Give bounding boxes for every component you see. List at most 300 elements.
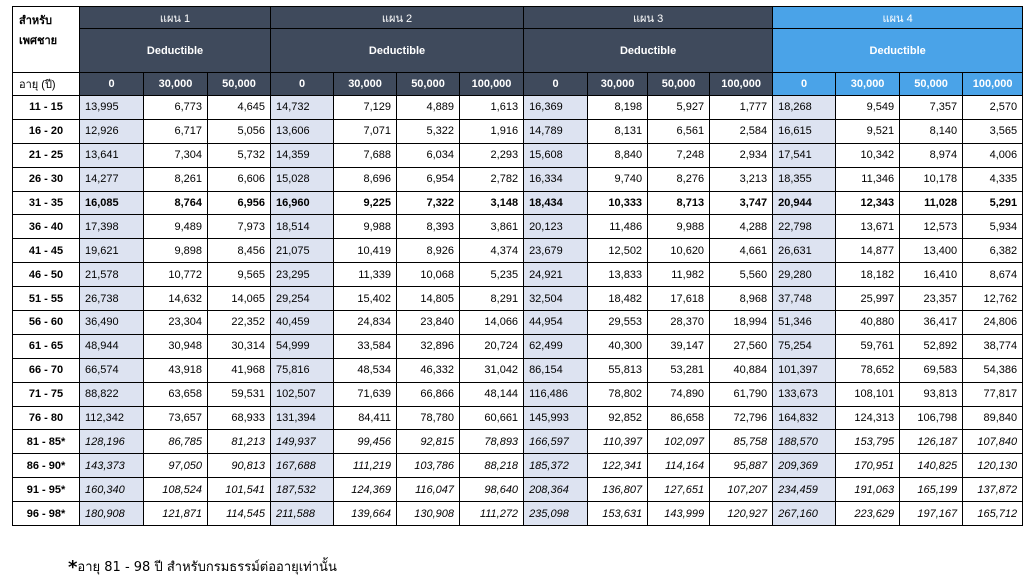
premium-cell: 26,738 xyxy=(80,287,144,311)
deductible-header-2: Deductible xyxy=(271,29,524,73)
premium-cell: 85,758 xyxy=(710,430,773,454)
premium-cell: 66,574 xyxy=(80,358,144,382)
premium-cell: 71,639 xyxy=(334,382,397,406)
premium-cell: 101,541 xyxy=(208,478,271,502)
premium-cell: 14,066 xyxy=(460,311,524,335)
amount-header: 30,000 xyxy=(588,73,648,96)
premium-cell: 139,664 xyxy=(334,502,397,526)
premium-cell: 41,968 xyxy=(208,358,271,382)
premium-cell: 78,652 xyxy=(836,358,900,382)
amount-header: 100,000 xyxy=(460,73,524,96)
age-range-cell: 31 - 35 xyxy=(13,191,80,215)
premium-cell: 92,815 xyxy=(397,430,460,454)
premium-cell: 14,359 xyxy=(271,143,334,167)
footnote-star: * xyxy=(68,557,78,578)
premium-cell: 17,618 xyxy=(648,287,710,311)
premium-cell: 89,840 xyxy=(963,406,1023,430)
premium-cell: 40,880 xyxy=(836,311,900,335)
premium-cell: 102,507 xyxy=(271,382,334,406)
premium-cell: 111,272 xyxy=(460,502,524,526)
premium-cell: 2,782 xyxy=(460,167,524,191)
premium-cell: 18,994 xyxy=(710,311,773,335)
premium-cell: 3,565 xyxy=(963,119,1023,143)
premium-cell: 9,740 xyxy=(588,167,648,191)
premium-cell: 267,160 xyxy=(773,502,836,526)
premium-cell: 63,658 xyxy=(144,382,208,406)
premium-cell: 11,486 xyxy=(588,215,648,239)
footnote xyxy=(68,556,337,578)
premium-cell: 8,261 xyxy=(144,167,208,191)
premium-cell: 8,713 xyxy=(648,191,710,215)
premium-cell: 11,982 xyxy=(648,263,710,287)
premium-cell: 10,068 xyxy=(397,263,460,287)
premium-cell: 26,631 xyxy=(773,239,836,263)
premium-cell: 3,861 xyxy=(460,215,524,239)
age-range-cell: 66 - 70 xyxy=(13,358,80,382)
premium-cell: 188,570 xyxy=(773,430,836,454)
premium-cell: 153,631 xyxy=(588,502,648,526)
premium-cell: 137,872 xyxy=(963,478,1023,502)
premium-cell: 44,954 xyxy=(524,311,588,335)
premium-cell: 3,747 xyxy=(710,191,773,215)
premium-cell: 78,780 xyxy=(397,406,460,430)
premium-cell: 18,514 xyxy=(271,215,334,239)
premium-cell: 13,641 xyxy=(80,143,144,167)
premium-cell: 18,434 xyxy=(524,191,588,215)
premium-cell: 13,400 xyxy=(900,239,963,263)
premium-cell: 120,927 xyxy=(710,502,773,526)
premium-cell: 7,688 xyxy=(334,143,397,167)
table-row xyxy=(13,167,1023,191)
premium-cell: 8,140 xyxy=(900,119,963,143)
premium-cell: 108,101 xyxy=(836,382,900,406)
premium-cell: 6,561 xyxy=(648,119,710,143)
premium-cell: 15,402 xyxy=(334,287,397,311)
amount-header: 50,000 xyxy=(648,73,710,96)
premium-cell: 149,937 xyxy=(271,430,334,454)
premium-cell: 17,541 xyxy=(773,143,836,167)
premium-cell: 25,997 xyxy=(836,287,900,311)
premium-cell: 95,887 xyxy=(710,454,773,478)
premium-cell: 99,456 xyxy=(334,430,397,454)
premium-cell: 127,651 xyxy=(648,478,710,502)
premium-cell: 2,584 xyxy=(710,119,773,143)
premium-cell: 40,884 xyxy=(710,358,773,382)
age-range-cell: 51 - 55 xyxy=(13,287,80,311)
premium-cell: 6,606 xyxy=(208,167,271,191)
premium-cell: 191,063 xyxy=(836,478,900,502)
premium-cell: 10,772 xyxy=(144,263,208,287)
amount-header: 30,000 xyxy=(144,73,208,96)
premium-cell: 12,573 xyxy=(900,215,963,239)
premium-cell: 7,129 xyxy=(334,96,397,120)
premium-cell: 62,499 xyxy=(524,334,588,358)
age-range-cell: 26 - 30 xyxy=(13,167,80,191)
premium-cell: 3,213 xyxy=(710,167,773,191)
table-row xyxy=(13,191,1023,215)
premium-cell: 32,504 xyxy=(524,287,588,311)
premium-cell: 10,620 xyxy=(648,239,710,263)
premium-cell: 97,050 xyxy=(144,454,208,478)
premium-cell: 11,028 xyxy=(900,191,963,215)
premium-cell: 5,056 xyxy=(208,119,271,143)
premium-cell: 7,973 xyxy=(208,215,271,239)
premium-cell: 54,999 xyxy=(271,334,334,358)
table-row xyxy=(13,478,1023,502)
premium-cell: 86,785 xyxy=(144,430,208,454)
premium-cell: 86,658 xyxy=(648,406,710,430)
deductible-header-1: Deductible xyxy=(80,29,271,73)
amount-header: 30,000 xyxy=(836,73,900,96)
premium-cell: 9,988 xyxy=(648,215,710,239)
premium-cell: 2,934 xyxy=(710,143,773,167)
premium-cell: 17,398 xyxy=(80,215,144,239)
premium-cell: 5,291 xyxy=(963,191,1023,215)
premium-cell: 23,304 xyxy=(144,311,208,335)
premium-cell: 9,549 xyxy=(836,96,900,120)
premium-cell: 106,798 xyxy=(900,406,963,430)
premium-cell: 10,342 xyxy=(836,143,900,167)
premium-cell: 124,313 xyxy=(836,406,900,430)
table-row xyxy=(13,96,1023,120)
premium-cell: 12,926 xyxy=(80,119,144,143)
table-row xyxy=(13,215,1023,239)
premium-table-body xyxy=(13,96,1023,526)
premium-cell: 93,813 xyxy=(900,382,963,406)
amount-header: 50,000 xyxy=(208,73,271,96)
premium-cell: 20,944 xyxy=(773,191,836,215)
premium-cell: 4,335 xyxy=(963,167,1023,191)
premium-cell: 235,098 xyxy=(524,502,588,526)
premium-cell: 14,277 xyxy=(80,167,144,191)
premium-cell: 8,393 xyxy=(397,215,460,239)
age-range-cell: 16 - 20 xyxy=(13,119,80,143)
deductible-header-4: Deductible xyxy=(773,29,1023,73)
age-range-cell: 96 - 98* xyxy=(13,502,80,526)
premium-cell: 77,817 xyxy=(963,382,1023,406)
premium-cell: 28,370 xyxy=(648,311,710,335)
premium-cell: 4,889 xyxy=(397,96,460,120)
premium-cell: 24,806 xyxy=(963,311,1023,335)
premium-cell: 116,047 xyxy=(397,478,460,502)
premium-cell: 6,773 xyxy=(144,96,208,120)
premium-cell: 7,322 xyxy=(397,191,460,215)
premium-cell: 15,608 xyxy=(524,143,588,167)
premium-cell: 124,369 xyxy=(334,478,397,502)
premium-cell: 153,795 xyxy=(836,430,900,454)
premium-cell: 12,762 xyxy=(963,287,1023,311)
premium-cell: 18,268 xyxy=(773,96,836,120)
premium-cell: 143,999 xyxy=(648,502,710,526)
age-range-cell: 46 - 50 xyxy=(13,263,80,287)
premium-cell: 51,346 xyxy=(773,311,836,335)
premium-cell: 114,164 xyxy=(648,454,710,478)
age-range-cell: 56 - 60 xyxy=(13,311,80,335)
premium-cell: 29,254 xyxy=(271,287,334,311)
premium-cell: 4,006 xyxy=(963,143,1023,167)
premium-cell: 121,871 xyxy=(144,502,208,526)
premium-cell: 88,822 xyxy=(80,382,144,406)
premium-cell: 170,951 xyxy=(836,454,900,478)
table-row xyxy=(13,406,1023,430)
premium-cell: 23,295 xyxy=(271,263,334,287)
premium-cell: 78,893 xyxy=(460,430,524,454)
age-range-cell: 76 - 80 xyxy=(13,406,80,430)
table-row xyxy=(13,334,1023,358)
premium-cell: 16,085 xyxy=(80,191,144,215)
table-row xyxy=(13,454,1023,478)
premium-cell: 19,621 xyxy=(80,239,144,263)
premium-cell: 180,908 xyxy=(80,502,144,526)
premium-cell: 10,333 xyxy=(588,191,648,215)
premium-cell: 18,182 xyxy=(836,263,900,287)
premium-cell: 140,825 xyxy=(900,454,963,478)
premium-cell: 211,588 xyxy=(271,502,334,526)
premium-cell: 74,890 xyxy=(648,382,710,406)
premium-cell: 14,632 xyxy=(144,287,208,311)
table-row xyxy=(13,311,1023,335)
premium-cell: 21,578 xyxy=(80,263,144,287)
age-column-header: อายุ (ปี) xyxy=(13,73,80,96)
premium-cell: 98,640 xyxy=(460,478,524,502)
premium-cell: 14,732 xyxy=(271,96,334,120)
premium-cell: 8,291 xyxy=(460,287,524,311)
table-row xyxy=(13,119,1023,143)
premium-cell: 185,372 xyxy=(524,454,588,478)
plan-header-3: แผน 3 xyxy=(524,7,773,29)
premium-cell: 3,148 xyxy=(460,191,524,215)
amount-header: 0 xyxy=(271,73,334,96)
age-range-cell: 91 - 95* xyxy=(13,478,80,502)
premium-cell: 5,560 xyxy=(710,263,773,287)
premium-cell: 61,790 xyxy=(710,382,773,406)
premium-cell: 15,028 xyxy=(271,167,334,191)
premium-cell: 8,974 xyxy=(900,143,963,167)
premium-cell: 88,218 xyxy=(460,454,524,478)
age-range-cell: 81 - 85* xyxy=(13,430,80,454)
table-row xyxy=(13,382,1023,406)
premium-cell: 8,674 xyxy=(963,263,1023,287)
premium-cell: 48,144 xyxy=(460,382,524,406)
premium-cell: 40,459 xyxy=(271,311,334,335)
premium-cell: 72,796 xyxy=(710,406,773,430)
age-range-cell: 21 - 25 xyxy=(13,143,80,167)
premium-cell: 92,852 xyxy=(588,406,648,430)
premium-cell: 39,147 xyxy=(648,334,710,358)
footnote-text: อายุ 81 - 98 ปี สำหรับกรมธรรม์ต่ออายุเท่านั้น xyxy=(77,560,337,575)
premium-cell: 37,748 xyxy=(773,287,836,311)
plan-header-1: แผน 1 xyxy=(80,7,271,29)
premium-cell: 209,369 xyxy=(773,454,836,478)
premium-cell: 33,584 xyxy=(334,334,397,358)
amount-header: 50,000 xyxy=(397,73,460,96)
premium-cell: 16,334 xyxy=(524,167,588,191)
premium-cell: 84,411 xyxy=(334,406,397,430)
premium-cell: 30,948 xyxy=(144,334,208,358)
premium-cell: 75,254 xyxy=(773,334,836,358)
premium-cell: 6,954 xyxy=(397,167,460,191)
premium-cell: 5,934 xyxy=(963,215,1023,239)
premium-cell: 8,968 xyxy=(710,287,773,311)
plan-header-2: แผน 2 xyxy=(271,7,524,29)
plan-header-4: แผน 4 xyxy=(773,7,1023,29)
premium-cell: 16,369 xyxy=(524,96,588,120)
amount-header: 100,000 xyxy=(963,73,1023,96)
premium-cell: 31,042 xyxy=(460,358,524,382)
premium-cell: 11,339 xyxy=(334,263,397,287)
premium-cell: 73,657 xyxy=(144,406,208,430)
premium-cell: 12,343 xyxy=(836,191,900,215)
premium-cell: 16,410 xyxy=(900,263,963,287)
premium-cell: 29,553 xyxy=(588,311,648,335)
premium-cell: 29,280 xyxy=(773,263,836,287)
premium-cell: 16,960 xyxy=(271,191,334,215)
premium-cell: 48,944 xyxy=(80,334,144,358)
table-row xyxy=(13,263,1023,287)
premium-cell: 187,532 xyxy=(271,478,334,502)
premium-cell: 102,097 xyxy=(648,430,710,454)
premium-cell: 6,382 xyxy=(963,239,1023,263)
premium-cell: 5,927 xyxy=(648,96,710,120)
premium-cell: 130,908 xyxy=(397,502,460,526)
premium-cell: 52,892 xyxy=(900,334,963,358)
premium-cell: 8,131 xyxy=(588,119,648,143)
premium-cell: 59,761 xyxy=(836,334,900,358)
premium-cell: 9,225 xyxy=(334,191,397,215)
premium-cell: 110,397 xyxy=(588,430,648,454)
premium-cell: 22,352 xyxy=(208,311,271,335)
premium-cell: 23,357 xyxy=(900,287,963,311)
premium-cell: 8,456 xyxy=(208,239,271,263)
premium-cell: 32,896 xyxy=(397,334,460,358)
premium-cell: 2,570 xyxy=(963,96,1023,120)
premium-cell: 165,712 xyxy=(963,502,1023,526)
table-row xyxy=(13,430,1023,454)
table-row xyxy=(13,502,1023,526)
corner-label-for: สำหรับ xyxy=(19,15,53,27)
premium-cell: 2,293 xyxy=(460,143,524,167)
premium-cell: 11,346 xyxy=(836,167,900,191)
premium-cell: 5,322 xyxy=(397,119,460,143)
age-range-cell: 71 - 75 xyxy=(13,382,80,406)
premium-cell: 120,130 xyxy=(963,454,1023,478)
premium-cell: 9,565 xyxy=(208,263,271,287)
premium-cell: 81,213 xyxy=(208,430,271,454)
premium-cell: 8,926 xyxy=(397,239,460,263)
premium-cell: 8,696 xyxy=(334,167,397,191)
premium-cell: 143,373 xyxy=(80,454,144,478)
premium-table xyxy=(12,6,1023,526)
premium-cell: 116,486 xyxy=(524,382,588,406)
premium-cell: 14,065 xyxy=(208,287,271,311)
premium-cell: 101,397 xyxy=(773,358,836,382)
amount-header: 50,000 xyxy=(900,73,963,96)
premium-cell: 6,717 xyxy=(144,119,208,143)
premium-cell: 160,340 xyxy=(80,478,144,502)
premium-cell: 114,545 xyxy=(208,502,271,526)
table-row xyxy=(13,358,1023,382)
premium-cell: 14,877 xyxy=(836,239,900,263)
premium-cell: 13,671 xyxy=(836,215,900,239)
premium-cell: 68,933 xyxy=(208,406,271,430)
premium-cell: 4,374 xyxy=(460,239,524,263)
premium-cell: 7,304 xyxy=(144,143,208,167)
premium-cell: 7,071 xyxy=(334,119,397,143)
table-row xyxy=(13,239,1023,263)
premium-cell: 103,786 xyxy=(397,454,460,478)
premium-cell: 8,764 xyxy=(144,191,208,215)
premium-cell: 1,916 xyxy=(460,119,524,143)
premium-cell: 4,661 xyxy=(710,239,773,263)
premium-cell: 197,167 xyxy=(900,502,963,526)
premium-cell: 36,490 xyxy=(80,311,144,335)
amount-header: 100,000 xyxy=(710,73,773,96)
premium-cell: 9,489 xyxy=(144,215,208,239)
premium-cell: 9,898 xyxy=(144,239,208,263)
premium-cell: 14,805 xyxy=(397,287,460,311)
premium-cell: 10,178 xyxy=(900,167,963,191)
premium-cell: 223,629 xyxy=(836,502,900,526)
premium-cell: 24,834 xyxy=(334,311,397,335)
age-range-cell: 86 - 90* xyxy=(13,454,80,478)
premium-cell: 40,300 xyxy=(588,334,648,358)
premium-cell: 18,355 xyxy=(773,167,836,191)
premium-cell: 165,199 xyxy=(900,478,963,502)
premium-cell: 18,482 xyxy=(588,287,648,311)
premium-cell: 36,417 xyxy=(900,311,963,335)
premium-cell: 107,840 xyxy=(963,430,1023,454)
premium-cell: 24,921 xyxy=(524,263,588,287)
premium-cell: 9,521 xyxy=(836,119,900,143)
premium-cell: 145,993 xyxy=(524,406,588,430)
premium-cell: 8,276 xyxy=(648,167,710,191)
premium-cell: 166,597 xyxy=(524,430,588,454)
premium-cell: 1,613 xyxy=(460,96,524,120)
premium-cell: 7,248 xyxy=(648,143,710,167)
amount-header: 0 xyxy=(773,73,836,96)
premium-cell: 60,661 xyxy=(460,406,524,430)
premium-cell: 133,673 xyxy=(773,382,836,406)
amount-header: 0 xyxy=(524,73,588,96)
premium-cell: 234,459 xyxy=(773,478,836,502)
premium-cell: 131,394 xyxy=(271,406,334,430)
premium-cell: 48,534 xyxy=(334,358,397,382)
premium-cell: 46,332 xyxy=(397,358,460,382)
premium-cell: 111,219 xyxy=(334,454,397,478)
premium-cell: 86,154 xyxy=(524,358,588,382)
premium-cell: 5,235 xyxy=(460,263,524,287)
deductible-header-3: Deductible xyxy=(524,29,773,73)
premium-cell: 20,123 xyxy=(524,215,588,239)
age-range-cell: 61 - 65 xyxy=(13,334,80,358)
premium-cell: 167,688 xyxy=(271,454,334,478)
premium-cell: 13,606 xyxy=(271,119,334,143)
premium-cell: 6,034 xyxy=(397,143,460,167)
premium-cell: 13,833 xyxy=(588,263,648,287)
premium-cell: 10,419 xyxy=(334,239,397,263)
premium-cell: 38,774 xyxy=(963,334,1023,358)
premium-cell: 108,524 xyxy=(144,478,208,502)
premium-cell: 55,813 xyxy=(588,358,648,382)
premium-cell: 21,075 xyxy=(271,239,334,263)
premium-cell: 66,866 xyxy=(397,382,460,406)
premium-cell: 78,802 xyxy=(588,382,648,406)
premium-cell: 1,777 xyxy=(710,96,773,120)
amount-header: 0 xyxy=(80,73,144,96)
premium-cell: 14,789 xyxy=(524,119,588,143)
premium-cell: 16,615 xyxy=(773,119,836,143)
premium-cell: 90,813 xyxy=(208,454,271,478)
